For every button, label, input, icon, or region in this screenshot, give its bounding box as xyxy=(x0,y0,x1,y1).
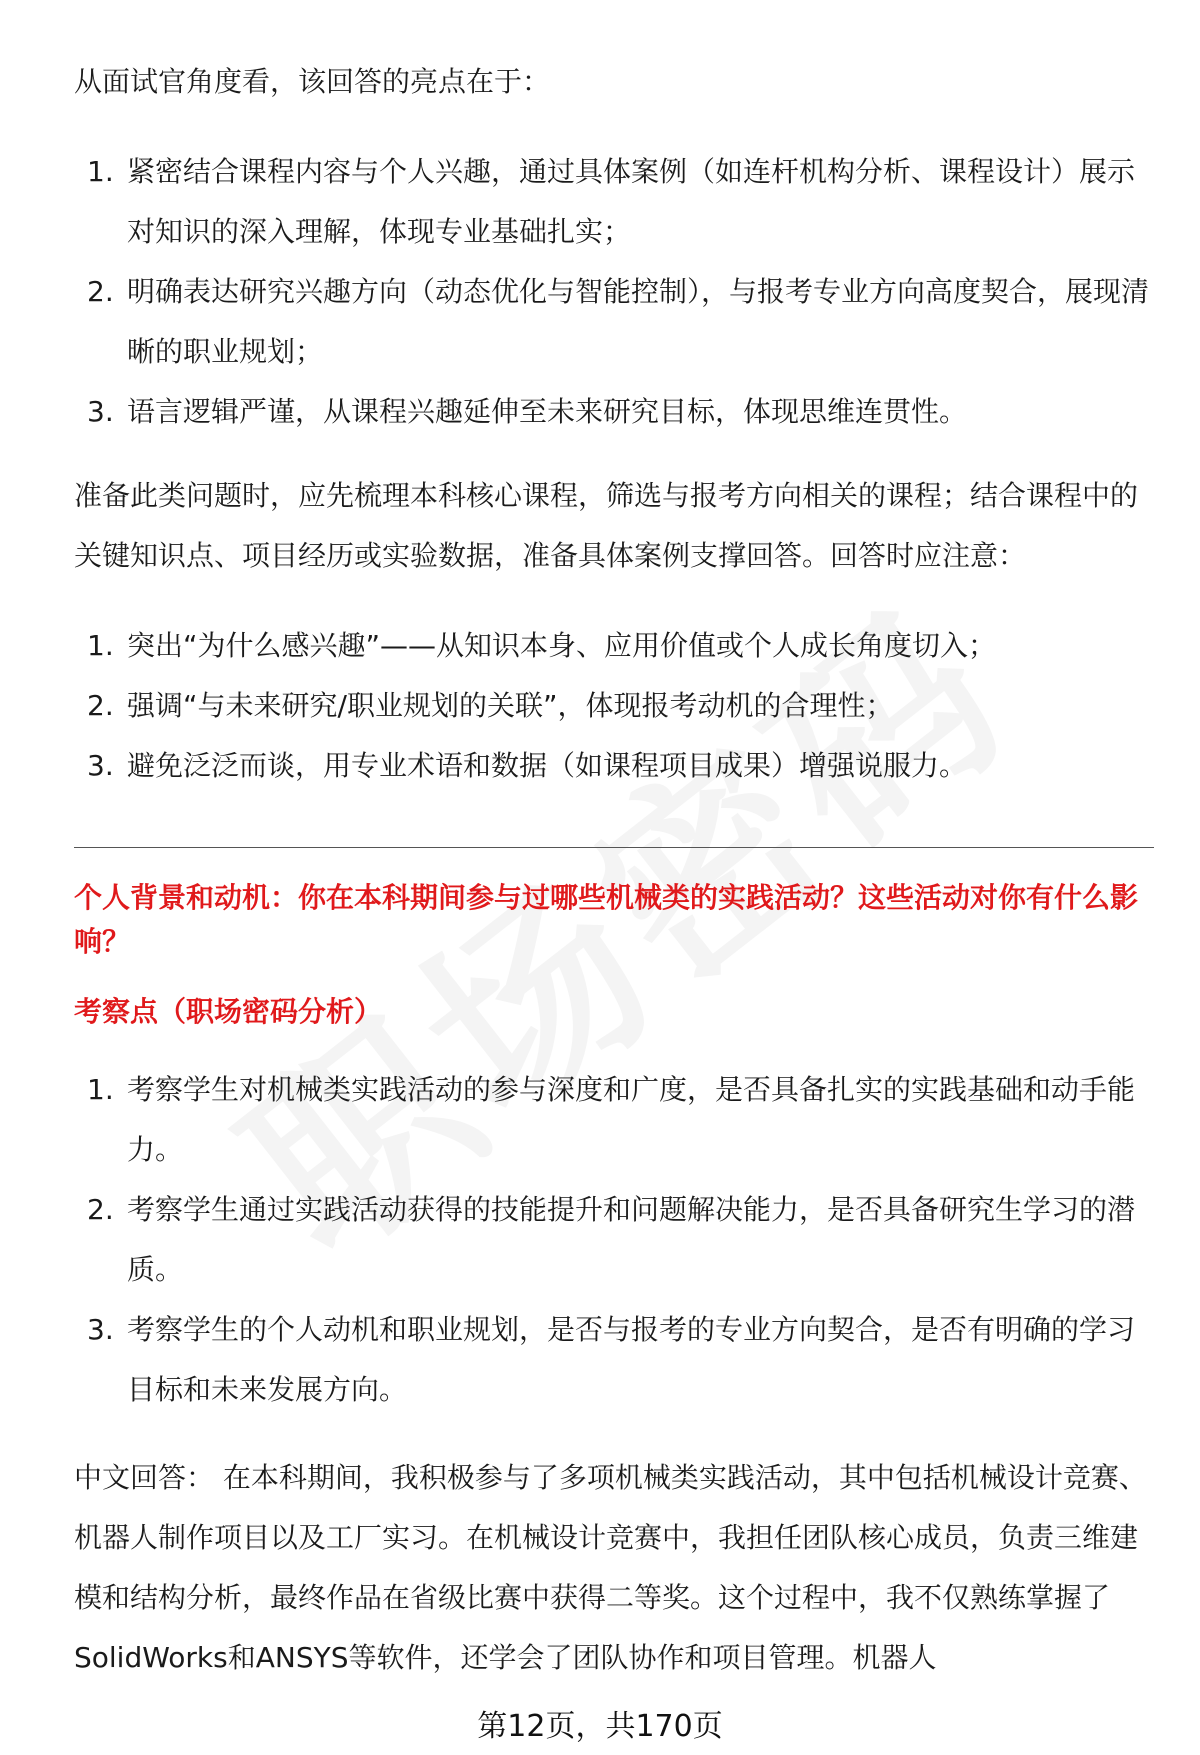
notes-list xyxy=(74,616,1154,796)
page-footer: 第12页，共170页 xyxy=(477,1709,723,1744)
focus-points-list xyxy=(74,1060,1154,1420)
list-text: 明确表达研究兴趣方向（动态优化与智能控制），与报考专业方向高度契合，展现清晰的职业规划； xyxy=(127,275,1150,368)
list-number: 2. xyxy=(87,1193,114,1226)
list-item xyxy=(74,382,1154,442)
highlights-list xyxy=(74,142,1154,442)
list-number: 1. xyxy=(87,629,114,662)
list-number: 3. xyxy=(87,749,114,782)
list-item xyxy=(74,1180,1154,1300)
list-text: 强调“与未来研究/职业规划的关联”，体现报考动机的合理性； xyxy=(127,689,894,722)
list-number: 1. xyxy=(87,1073,114,1106)
list-text: 突出“为什么感兴趣”——从知识本身、应用价值或个人成长角度切入； xyxy=(127,629,997,662)
list-text: 考察学生通过实践活动获得的技能提升和问题解决能力，是否具备研究生学习的潜质。 xyxy=(127,1193,1136,1286)
list-number: 2. xyxy=(87,689,114,722)
list-text: 避免泛泛而谈，用专业术语和数据（如课程项目成果）增强说服力。 xyxy=(127,749,968,782)
list-text: 考察学生对机械类实践活动的参与深度和广度，是否具备扎实的实践基础和动手能力。 xyxy=(127,1073,1136,1166)
list-item xyxy=(74,262,1154,382)
list-item xyxy=(74,616,1154,676)
list-number: 2. xyxy=(87,275,114,308)
document-page xyxy=(74,0,1154,1755)
list-item xyxy=(74,1060,1154,1180)
list-text: 语言逻辑严谨，从课程兴趣延伸至未来研究目标，体现思维连贯性。 xyxy=(127,395,968,428)
question-heading: 个人背景和动机：你在本科期间参与过哪些机械类的实践活动？这些活动对你有什么影响？ xyxy=(74,881,1139,958)
list-item xyxy=(74,736,1154,796)
answer-paragraph: 中文回答： 在本科期间，我积极参与了多项机械类实践活动，其中包括机械设计竞赛、机器人制作项目以及工厂实习。在机械设计竞赛中，我担任团队核心成员，负责三维建模和结构分析，最终作品在省级比赛中获得二等奖。这个过程中，我不仅熟练掌握了SolidWorks和ANSYS等软件，还学会了团队协作和项目管理。机器人 xyxy=(74,1461,1147,1674)
section-divider xyxy=(74,847,1154,848)
list-text: 考察学生的个人动机和职业规划，是否与报考的专业方向契合，是否有明确的学习目标和未来发展方向。 xyxy=(127,1313,1136,1406)
intro-paragraph: 从面试官角度看，该回答的亮点在于： xyxy=(74,65,551,98)
list-text: 紧密结合课程内容与个人兴趣，通过具体案例（如连杆机构分析、课程设计）展示对知识的深入理解，体现专业基础扎实； xyxy=(127,155,1136,248)
list-item xyxy=(74,676,1154,736)
list-number: 1. xyxy=(87,155,114,188)
list-number: 3. xyxy=(87,1313,114,1346)
focus-heading: 考察点（职场密码分析） xyxy=(74,995,383,1028)
prep-paragraph: 准备此类问题时，应先梳理本科核心课程，筛选与报考方向相关的课程；结合课程中的关键知识点、项目经历或实验数据，准备具体案例支撑回答。回答时应注意： xyxy=(74,479,1139,572)
list-number: 3. xyxy=(87,395,114,428)
list-item xyxy=(74,1300,1154,1420)
list-item xyxy=(74,142,1154,262)
